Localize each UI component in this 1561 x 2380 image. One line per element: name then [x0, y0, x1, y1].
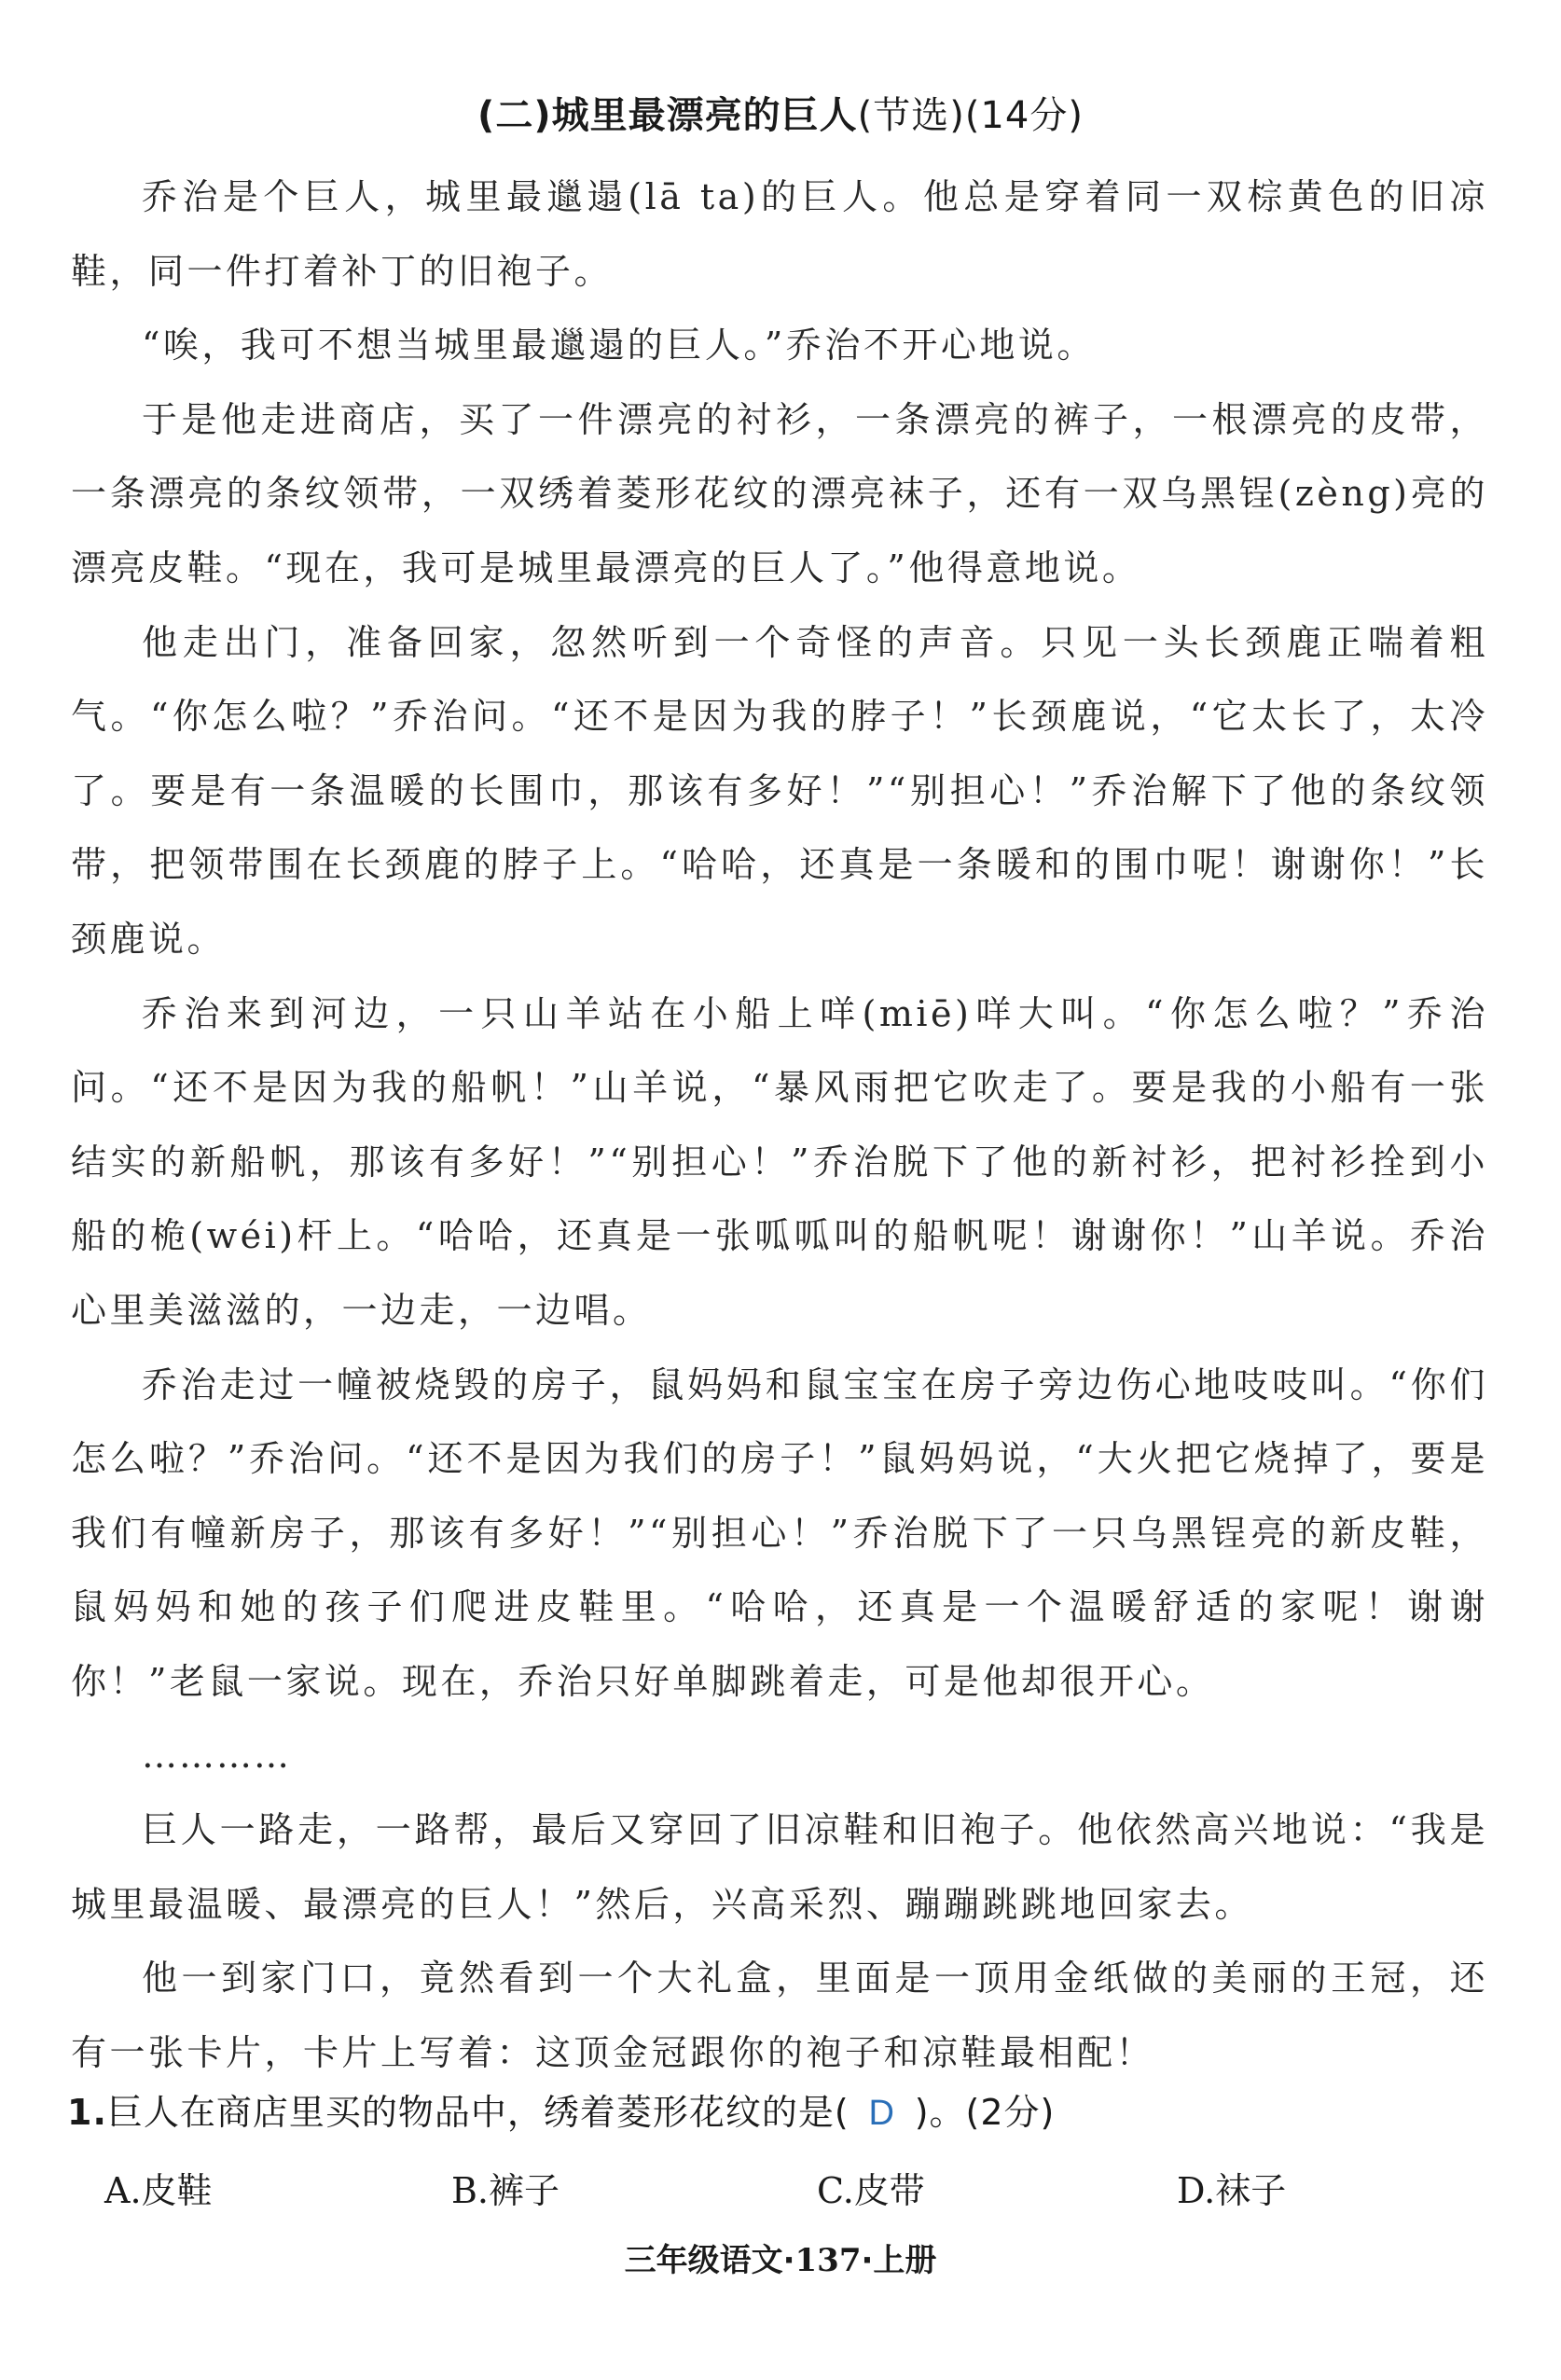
paragraph: 他走出门，准备回家，忽然听到一个奇怪的声音。只见一头长颈鹿正喘着粗气。“你怎么啦？”乔治问。“还不是因为我的脖子！”长颈鹿说，“它太长了，太冷了。要是有一条温暖的长围巾，那该有多好！”“别担心！”乔治解下了他的条纹领带，把领带围在长颈鹿的脖子上。“哈哈，还真是一条暖和的围巾呢！谢谢你！”长颈鹿说。 [71, 621, 1488, 960]
paragraph: 巨人一路走，一路帮，最后又穿回了旧凉鞋和旧袍子。他依然高兴地说：“我是城里最温暖、最漂亮的巨人！”然后，兴高采烈、蹦蹦跳跳地回家去。 [71, 1809, 1488, 1925]
paragraph: 他一到家门口，竟然看到一个大礼盒，里面是一顶用金纸做的美丽的王冠，还有一张卡片，卡片上写着：这顶金冠跟你的袍子和凉鞋最相配！ [71, 1958, 1488, 2073]
footer-grade-subject: 三年级语文· [624, 2242, 795, 2279]
question-1 [67, 2083, 1055, 2135]
answer-options [0, 2162, 1561, 2218]
option-a[interactable]: A.皮鞋 [104, 2170, 213, 2211]
question-score: )。(2分) [914, 2092, 1056, 2133]
passage-title-main: (二)城里最漂亮的巨人 [477, 94, 858, 137]
option-c[interactable]: C.皮带 [817, 2170, 925, 2211]
paragraph: 乔治来到河边，一只山羊站在小船上咩(miē)咩大叫。“你怎么啦？”乔治问。“还不是因为我的船帆！”山羊说，“暴风雨把它吹走了。要是我的小船有一张结实的新船帆，那该有多好！”“别担心！”乔治脱下了他的新衬衫，把衬衫拴到小船的桅(wéi)杆上。“哈哈，还真是一张呱呱叫的船帆呢！谢谢你！”山羊说。乔治心里美滋滋的，一边走，一边唱。 [71, 992, 1488, 1331]
question-number: 1. [67, 2092, 107, 2133]
passage-title [0, 86, 1561, 139]
page-footer [0, 2235, 1561, 2280]
paragraph: 于是他走进商店，买了一件漂亮的衬衫，一条漂亮的裤子，一根漂亮的皮带，一条漂亮的条纹领带，一双绣着菱形花纹的漂亮袜子，还有一双乌黑锃(zèng)亮的漂亮皮鞋。“现在，我可是城里最漂亮的巨人了。”他得意地说。 [71, 398, 1488, 588]
paragraph: “唉，我可不想当城里最邋遢的巨人。”乔治不开心地说。 [142, 325, 1096, 367]
passage-body [71, 160, 1488, 2090]
passage-title-sub: (节选)(14分) [857, 94, 1084, 137]
option-d[interactable]: D.袜子 [1177, 2170, 1287, 2211]
paragraph: 乔治走过一幢被烧毁的房子，鼠妈妈和鼠宝宝在房子旁边伤心地吱吱叫。“你们怎么啦？”乔治问。“还不是因为我们的房子！”鼠妈妈说，“大火把它烧掉了，要是我们有幢新房子，那该有多好！”“别担心！”乔治脱下了一只乌黑锃亮的新皮鞋，鼠妈妈和她的孩子们爬进皮鞋里。“哈哈，还真是一个温暖舒适的家呢！谢谢你！”老鼠一家说。现在，乔治只好单脚跳着走，可是他却很开心。 [71, 1363, 1488, 1702]
page-number: 137 [794, 2242, 862, 2279]
answer-field[interactable]: D [868, 2094, 895, 2133]
footer-volume: ·上册 [861, 2242, 937, 2279]
omission-mark: ………… [142, 1735, 291, 1777]
question-text: 巨人在商店里买的物品中，绣着菱形花纹的是( [106, 2092, 850, 2133]
option-b[interactable]: B.裤子 [451, 2170, 560, 2211]
paragraph: 乔治是个巨人，城里最邋遢(lā ta)的巨人。他总是穿着同一双棕黄色的旧凉鞋，同一件打着补丁的旧袍子。 [71, 176, 1488, 292]
